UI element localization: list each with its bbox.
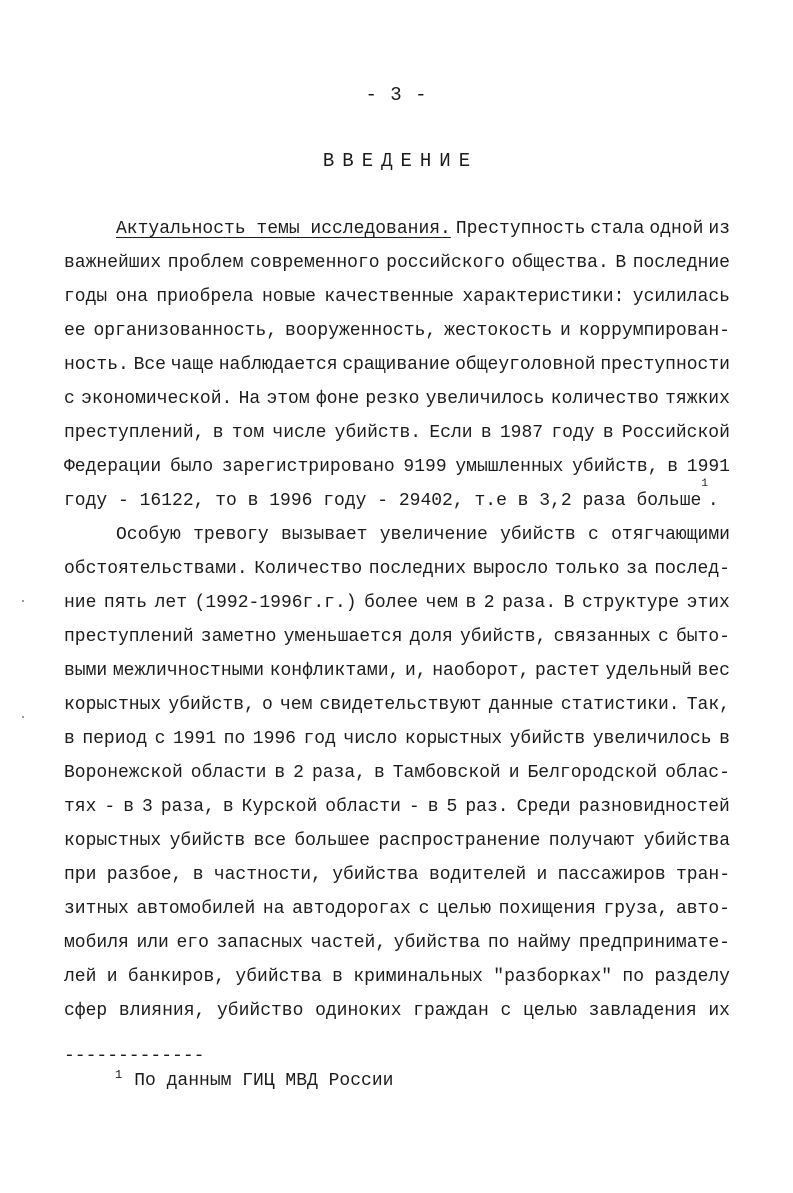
word: мобиля xyxy=(64,933,129,953)
word: коррумпирован- xyxy=(578,321,730,341)
word: убийства xyxy=(332,865,419,885)
word: межличностными xyxy=(112,661,265,681)
word: одиноких xyxy=(315,1001,402,1021)
word: убийства xyxy=(235,967,322,987)
word: экономической. xyxy=(81,389,233,409)
text-line xyxy=(64,314,730,348)
word: связанных xyxy=(553,627,651,647)
text-line-content xyxy=(64,824,730,858)
word: Преступность xyxy=(455,219,586,239)
word: на xyxy=(262,899,285,919)
word: В xyxy=(563,593,575,613)
word: получают xyxy=(548,831,636,851)
text-line xyxy=(64,552,730,586)
word: доля xyxy=(409,627,453,647)
word: она xyxy=(115,287,148,307)
word: Курской xyxy=(241,797,318,817)
word: том xyxy=(231,423,265,443)
word: последние xyxy=(632,253,730,273)
word: более xyxy=(364,593,419,613)
word: разновидностей xyxy=(578,797,730,817)
text-line xyxy=(64,688,730,722)
word: фоне xyxy=(315,389,360,409)
text-line xyxy=(64,586,730,620)
word: в xyxy=(480,423,492,443)
word: преступности xyxy=(600,355,730,375)
text-line-content xyxy=(64,280,730,314)
word: 1996 xyxy=(252,729,296,749)
word: в xyxy=(719,729,730,749)
text-line-content xyxy=(64,348,730,382)
word: большее xyxy=(294,831,370,851)
word: увеличилось xyxy=(592,729,712,749)
word: с xyxy=(657,627,669,647)
word: пять xyxy=(103,593,148,613)
word: с xyxy=(500,1001,512,1021)
word: послед- xyxy=(654,559,730,579)
word: в xyxy=(373,763,385,783)
word: убийства xyxy=(393,933,481,953)
word: - xyxy=(408,797,420,817)
word: свидетельствуют xyxy=(319,695,482,715)
text-line-content xyxy=(64,926,730,960)
word: число xyxy=(343,729,398,749)
word: уменьшается xyxy=(283,627,403,647)
text-line-content xyxy=(64,722,730,756)
word: одной xyxy=(649,219,704,239)
word: общеуголовной xyxy=(455,355,596,375)
word: и xyxy=(106,967,118,987)
word: тяжких xyxy=(665,389,730,409)
word: - xyxy=(104,797,116,817)
word: криминальных xyxy=(353,967,483,987)
word: Среди xyxy=(516,797,571,817)
text-line xyxy=(64,960,730,994)
word: завладения xyxy=(588,1001,697,1021)
word: похищения xyxy=(498,899,596,919)
word: Все xyxy=(133,355,166,375)
word: с xyxy=(418,899,430,919)
word: в xyxy=(123,797,135,817)
word: вооруженность, xyxy=(285,321,437,341)
text-line-content xyxy=(64,892,730,926)
word: автомобилей xyxy=(136,899,256,919)
word: важнейших xyxy=(64,253,162,273)
word: раза, xyxy=(160,797,215,817)
word: 2 xyxy=(483,593,495,613)
word: новые xyxy=(261,287,316,307)
word: было xyxy=(169,457,214,477)
text-line-content: году - 16122, то в 1996 году - 29402, т.е в 3,2 раза больше xyxy=(64,491,702,511)
text-line-content xyxy=(64,246,730,280)
word: На xyxy=(238,389,261,409)
page-number: - 3 - xyxy=(365,84,428,106)
word: удельный xyxy=(605,661,692,681)
word: 1987 xyxy=(499,423,544,443)
footnote-text: По данным ГИЦ МВД России xyxy=(134,1071,394,1091)
word: все xyxy=(253,831,286,851)
word: их xyxy=(708,1001,730,1021)
word: конфликтами, xyxy=(269,661,400,681)
word: только xyxy=(554,559,620,579)
word: приобрела xyxy=(156,287,254,307)
text-line xyxy=(64,478,730,518)
word: этих xyxy=(686,593,730,613)
word: этом xyxy=(266,389,310,409)
word: разделу xyxy=(654,967,730,987)
word: в xyxy=(274,763,286,783)
paragraph-2-line-1 xyxy=(116,518,730,552)
text-line xyxy=(64,348,730,382)
word: вес xyxy=(697,661,730,681)
word: Тамбовской xyxy=(392,763,501,783)
word: последних xyxy=(368,559,467,579)
word: структуре xyxy=(581,593,680,613)
word: 1991 xyxy=(686,457,730,477)
word: быто- xyxy=(675,627,730,647)
word: В xyxy=(615,253,627,273)
word: чем xyxy=(425,593,458,613)
text-line xyxy=(64,280,730,314)
word: частности, xyxy=(213,865,322,885)
word: 2 xyxy=(293,763,304,783)
word: Белгородской xyxy=(527,763,658,783)
word: целью xyxy=(437,899,492,919)
word: убийств xyxy=(169,831,246,851)
word: в xyxy=(64,729,75,749)
word: 9199 xyxy=(403,457,447,477)
word: области xyxy=(325,797,401,817)
word: по xyxy=(487,933,510,953)
word: раза, xyxy=(311,763,366,783)
word: ность. xyxy=(64,355,129,375)
word: влияния, xyxy=(118,1001,206,1021)
word: Если xyxy=(429,423,473,443)
text-line-content xyxy=(64,552,730,586)
word: по xyxy=(622,967,645,987)
word: распространение xyxy=(378,831,541,851)
word: наоборот, xyxy=(432,661,530,681)
word: годы xyxy=(64,287,108,307)
text-line-content xyxy=(64,416,730,450)
scan-artifact xyxy=(22,716,24,718)
word: в xyxy=(465,593,477,613)
word: и xyxy=(536,865,548,885)
word: увеличение xyxy=(379,525,488,545)
word: корыстных xyxy=(64,831,162,851)
word: выми xyxy=(64,661,108,681)
footnote xyxy=(115,1068,393,1091)
word: числе xyxy=(272,423,327,443)
section-lead-title: Актуальность темы исследования. xyxy=(116,219,451,239)
word: целью xyxy=(522,1001,577,1021)
word: тревогу xyxy=(193,525,269,545)
word: Особую xyxy=(116,525,181,545)
footnote-reference: 1 xyxy=(701,478,708,490)
word: 5 xyxy=(446,797,458,817)
word: данные xyxy=(488,695,554,715)
word: автодорогах xyxy=(292,899,411,919)
word: в xyxy=(222,797,234,817)
word: в xyxy=(667,457,679,477)
word: в xyxy=(192,865,204,885)
word: статистики. xyxy=(560,695,680,715)
word: области xyxy=(190,763,267,783)
word: году xyxy=(551,423,595,443)
word: увеличилось xyxy=(425,389,545,409)
word: о xyxy=(261,695,273,715)
word: обстоятельствами. xyxy=(64,559,248,579)
word: характеристики: xyxy=(462,287,625,307)
text-line xyxy=(64,858,730,892)
text-line-content xyxy=(64,790,730,824)
word: зарегистрировано xyxy=(221,457,395,477)
word: усилилась xyxy=(632,287,730,307)
word: и xyxy=(508,763,520,783)
word: заметно xyxy=(200,627,277,647)
text-line xyxy=(64,790,730,824)
word: Так, xyxy=(686,695,730,715)
word: 1991 xyxy=(172,729,217,749)
text-line-content xyxy=(64,960,730,994)
text-line-content xyxy=(64,688,730,722)
word: выросло xyxy=(472,559,549,579)
word: резко xyxy=(365,389,420,409)
word: Количество xyxy=(254,559,363,579)
word: ее xyxy=(64,321,86,341)
word: в xyxy=(332,967,343,987)
word: в xyxy=(427,797,439,817)
word: за xyxy=(626,559,648,579)
text-line xyxy=(64,246,730,280)
word: при xyxy=(64,865,97,885)
word: раз. xyxy=(465,797,509,817)
word: растет xyxy=(535,661,600,681)
word: убийств xyxy=(509,729,586,749)
word: запасных xyxy=(216,933,303,953)
footnote-mark: 1 xyxy=(115,1068,123,1082)
scan-artifact xyxy=(22,600,24,602)
word: найму xyxy=(517,933,572,953)
word: с xyxy=(64,389,75,409)
text-line-content xyxy=(64,858,730,892)
word: по xyxy=(223,729,246,749)
word: 3 xyxy=(142,797,153,817)
word: или xyxy=(136,933,169,953)
word: сращивание xyxy=(342,355,451,375)
word: его xyxy=(176,933,209,953)
word: общества. xyxy=(511,253,609,273)
word: Федерации xyxy=(64,457,162,477)
word: современного xyxy=(249,253,380,273)
word: в xyxy=(602,423,614,443)
word: наблюдается xyxy=(218,355,338,375)
word: предпринимате- xyxy=(578,933,730,953)
word: чем xyxy=(279,695,313,715)
word: водителей xyxy=(428,865,527,885)
text-line-content xyxy=(64,756,730,790)
word: разбое, xyxy=(106,865,183,885)
text-line xyxy=(64,620,730,654)
word: убийства xyxy=(643,831,730,851)
word: убийств, xyxy=(168,695,255,715)
text-line-content xyxy=(64,620,730,654)
word: раза. xyxy=(502,593,557,613)
word: из xyxy=(708,219,730,239)
word: вызывает xyxy=(281,525,368,545)
word: отягчающими xyxy=(611,525,730,545)
word: жестокость xyxy=(444,321,553,341)
text-line xyxy=(64,994,730,1028)
text-line-content xyxy=(64,450,730,484)
word: убийств xyxy=(500,525,576,545)
word: с xyxy=(588,525,599,545)
word: организованность, xyxy=(93,321,278,341)
word: граждан xyxy=(413,1001,489,1021)
word: год xyxy=(303,729,336,749)
word: авто- xyxy=(675,899,730,919)
word: чаще xyxy=(170,355,214,375)
word: зитных xyxy=(64,899,129,919)
text-line-content xyxy=(64,654,730,688)
word: Воронежской xyxy=(64,763,183,783)
word: тран- xyxy=(675,865,730,885)
word: тях xyxy=(64,797,97,817)
word: и xyxy=(560,321,571,341)
text-line xyxy=(64,416,730,450)
word: корыстных xyxy=(64,695,162,715)
word: в xyxy=(212,423,224,443)
text-line xyxy=(64,450,730,484)
text-line xyxy=(64,756,730,790)
text-line-content xyxy=(64,586,730,620)
section-heading: ВВЕДЕНИЕ xyxy=(322,150,479,172)
word: период xyxy=(82,729,148,749)
text-line-content xyxy=(64,314,730,348)
word: ние xyxy=(64,593,97,613)
word: российского xyxy=(386,253,505,273)
word: корыстных xyxy=(404,729,503,749)
word: пассажиров xyxy=(557,865,666,885)
word: и, xyxy=(404,661,427,681)
text-line xyxy=(64,926,730,960)
word: преступлений xyxy=(64,627,194,647)
paragraph-1-line-1 xyxy=(116,212,730,246)
word: качественные xyxy=(324,287,454,307)
word: банкиров, xyxy=(127,967,226,987)
word: груза, xyxy=(603,899,669,919)
word: (1992-1996г.г.) xyxy=(194,593,357,613)
word: лей xyxy=(64,967,97,987)
word: частей, xyxy=(310,933,387,953)
sentence-end: . xyxy=(707,491,719,511)
word: умышленных xyxy=(455,457,564,477)
text-line xyxy=(64,824,730,858)
word: убийств, xyxy=(459,627,547,647)
text-line-content xyxy=(64,382,730,416)
word: преступлений, xyxy=(64,423,205,443)
word: облас- xyxy=(665,763,730,783)
word: убийство xyxy=(216,1001,304,1021)
word: с xyxy=(154,729,166,749)
text-line xyxy=(64,654,730,688)
word: сфер xyxy=(64,1001,108,1021)
word: "разборках" xyxy=(493,967,613,987)
text-line-content xyxy=(64,994,730,1028)
word: количество xyxy=(550,389,659,409)
text-line xyxy=(64,382,730,416)
word: убийств. xyxy=(334,423,422,443)
footnote-separator: ------------- xyxy=(64,1046,205,1066)
word: убийств, xyxy=(572,457,659,477)
word: лет xyxy=(154,593,188,613)
word: стала xyxy=(590,219,645,239)
text-line xyxy=(64,892,730,926)
word: проблем xyxy=(167,253,244,273)
word: Российской xyxy=(621,423,730,443)
text-line xyxy=(64,722,730,756)
